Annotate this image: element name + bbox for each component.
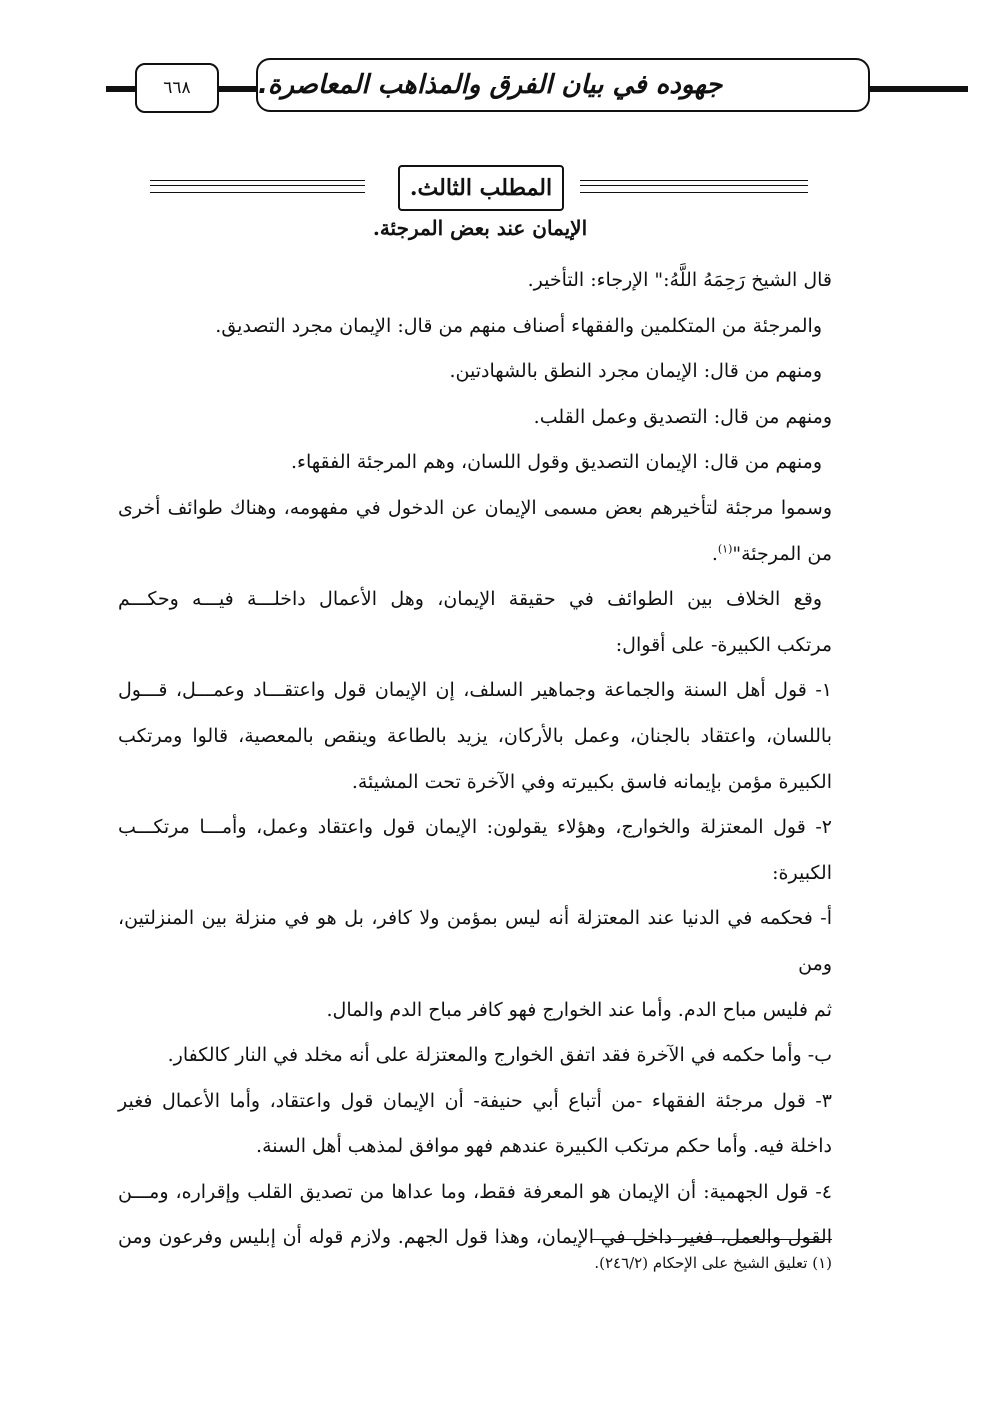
section-rule-left <box>150 180 365 193</box>
footnote-rule <box>592 1239 832 1240</box>
list-item: ب- وأما حكمه في الآخرة فقد اتفق الخوارج والمعتزلة على أنه مخلد في النار كالكفار. <box>167 1044 832 1067</box>
section-rule-right <box>580 180 808 193</box>
list-item: ٤- قول الجهمية: أن الإيمان هو المعرفة فقط، وما عداها من تصديق القلب وإقراره، ومـــن <box>118 1180 832 1203</box>
page-number: ٦٦٨ <box>135 63 219 113</box>
list-item: الكبيرة مؤمن بإيمانه فاسق بكبيرته وفي الآخرة تحت المشيئة. <box>351 770 832 793</box>
paragraph-end <box>118 532 832 578</box>
list-item: باللسان، واعتقاد بالجنان، وعمل بالأركان، يزيد بالطاعة وينقص بالمعصية، قالوا ومرتكب <box>118 724 832 747</box>
paragraph: ومنهم من قال: الإيمان مجرد النطق بالشهادتين. <box>449 360 822 383</box>
header-rule-right <box>870 86 968 92</box>
running-title: جهوده في بيان الفرق والمذاهب المعاصرة. <box>256 58 870 112</box>
list-item: ١- قول أهل السنة والجماعة وجماهير السلف، إن الإيمان قول واعتقـــاد وعمـــل، قـــول <box>118 679 832 702</box>
list-item: الكبيرة: <box>772 861 832 884</box>
paragraph: وقع الخلاف بين الطوائف في حقيقة الإيمان، وهل الأعمال داخلـــة فيـــه وحكـــم <box>118 588 822 611</box>
list-item: داخلة فيه. وأما حكم مرتكب الكبيرة عندهم فهو موافق لمذهب أهل السنة. <box>256 1135 832 1158</box>
paragraph: قال الشيخ رَحِمَهُ اللَّهُ:" الإرجاء: التأخير. <box>527 269 832 291</box>
paragraph: ومنهم من قال: الإيمان التصديق وقول اللسان، وهم المرجئة الفقهاء. <box>291 451 822 474</box>
list-item: ٢- قول المعتزلة والخوارج، وهؤلاء يقولون: الإيمان قول واعتقاد وعمل، وأمـــا مرتكـــب <box>118 816 832 839</box>
footnote-ref[interactable]: (١) <box>717 542 733 556</box>
paragraph: مرتكب الكبيرة- على أقوال: <box>615 633 832 656</box>
section-label: المطلب الثالث. <box>398 165 564 211</box>
footnote: (١) تعليق الشيخ على الإحكام (٢٤٦/٢). <box>594 1254 832 1272</box>
paragraph-text: . <box>711 542 718 565</box>
paragraph: وسموا مرجئة لتأخيرهم بعض مسمى الإيمان عن الدخول في مفهومه، وهناك طوائف أخرى <box>118 496 832 519</box>
paragraph: والمرجئة من المتكلمين والفقهاء أصناف منهم من قال: الإيمان مجرد التصديق. <box>215 314 822 337</box>
paragraph: ومنهم من قال: التصديق وعمل القلب. <box>533 405 832 428</box>
body-text <box>118 258 832 1261</box>
list-item: أ- فحكمه في الدنيا عند المعتزلة أنه ليس بمؤمن ولا كافر، بل هو في منزلة بين المنزلتين، ومن <box>118 907 832 975</box>
list-item: ٣- قول مرجئة الفقهاء -من أتباع أبي حنيفة- أن الإيمان قول واعتقاد، وأما الأعمال فغير <box>118 1089 832 1112</box>
paragraph-text: من المرجئة" <box>732 542 832 565</box>
list-item: القول والعمل، فغير داخل في الإيمان، وهذا قول الجهم. ولازم قوله أن إبليس وفرعون ومن <box>118 1226 832 1249</box>
section-subtitle: الإيمان عند بعض المرجئة. <box>372 216 588 240</box>
list-item: ثم فليس مباح الدم. وأما عند الخوارج فهو كافر مباح الدم والمال. <box>326 998 832 1021</box>
